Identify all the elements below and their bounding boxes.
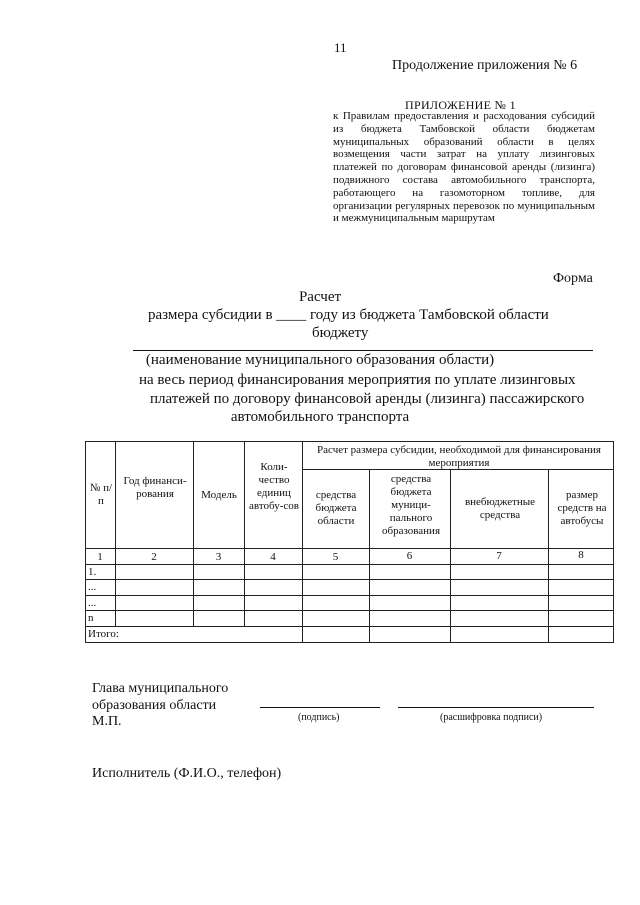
col-header-model: Модель	[201, 489, 237, 501]
col-number: 3	[215, 551, 222, 563]
signatory-line-2: образования области	[92, 698, 217, 713]
col-header-region-budget: средства бюджета области	[315, 489, 357, 527]
table-grid	[85, 441, 614, 643]
continuation-note: Продолжение приложения № 6	[392, 58, 578, 73]
col-number: 8	[578, 549, 584, 561]
signature-decode-line	[398, 707, 594, 708]
municipality-caption: (наименование муниципального образования области)	[145, 352, 495, 368]
col-header-number: № п/п	[89, 482, 113, 507]
appendix-title: ПРИЛОЖЕНИЕ № 1	[405, 98, 516, 112]
page-number: 11	[334, 40, 347, 55]
doc-title-line-5: на весь период финансирования мероприятия по уплате лизинговых	[139, 372, 576, 388]
col-number: 6	[406, 550, 413, 562]
col-number: 2	[151, 551, 157, 563]
col-number: 5	[332, 551, 339, 563]
table-total-label: Итого:	[88, 628, 119, 640]
signature-line	[260, 707, 380, 708]
stamp-placeholder: М.П.	[92, 714, 122, 729]
table-row-label: ...	[88, 581, 97, 593]
signatory-line-1: Глава муниципального	[92, 681, 229, 696]
doc-title-line-7: автомобильного транспорта	[230, 409, 410, 425]
executor-line: Исполнитель (Ф.И.О., телефон)	[92, 766, 282, 781]
table-row-label: n	[88, 612, 94, 624]
col-header-year: Год финанси-рования	[123, 475, 187, 500]
doc-title-line-2: размера субсидии в ____ году из бюджета Тамбовской области	[148, 307, 549, 323]
table-row-label: 1.	[88, 566, 97, 578]
table-row-label: ...	[88, 597, 97, 609]
col-header-municipal-budget: средства бюджета муници-пального образования	[381, 473, 441, 537]
signatory-title	[92, 680, 228, 714]
col-number: 4	[270, 551, 276, 563]
col-header-count: Коли-чество единиц автобу-сов	[249, 461, 299, 512]
doc-title: Расчет	[298, 289, 342, 305]
col-header-bus-amount: размер средств на автобусы	[557, 489, 607, 527]
doc-title-line-3: бюджету	[312, 325, 369, 341]
doc-title-line-6: платежей по договору финансовой аренды (лизинга) пассажирского	[150, 391, 585, 407]
subsidy-table	[85, 441, 614, 643]
appendix-text: к Правилам предоставления и расходования субсидий из бюджета Тамбовской области бюджетам муниципальных образований области в целях возмещения части затрат на уплату лизинговых платежей по договорам финансовой аренды (лизинга) подвижного состава автомобильного транспорта, работающего на газомоторном топливе, для организации регулярных перевозок по муниципальным и межмуниципальным маршрутам	[333, 110, 595, 225]
signature-caption: (подпись)	[298, 712, 340, 723]
col-number: 1	[97, 551, 103, 563]
col-number: 7	[496, 550, 502, 562]
signature-decode-caption: (расшифровка подписи)	[440, 712, 543, 723]
col-header-group: Расчет размера субсидии, необходимой для финансирования мероприятия	[317, 444, 601, 469]
municipality-blank-line	[133, 350, 593, 351]
form-label: Форма	[553, 271, 593, 286]
col-header-extrabudget: внебюджетные средства	[464, 496, 536, 521]
